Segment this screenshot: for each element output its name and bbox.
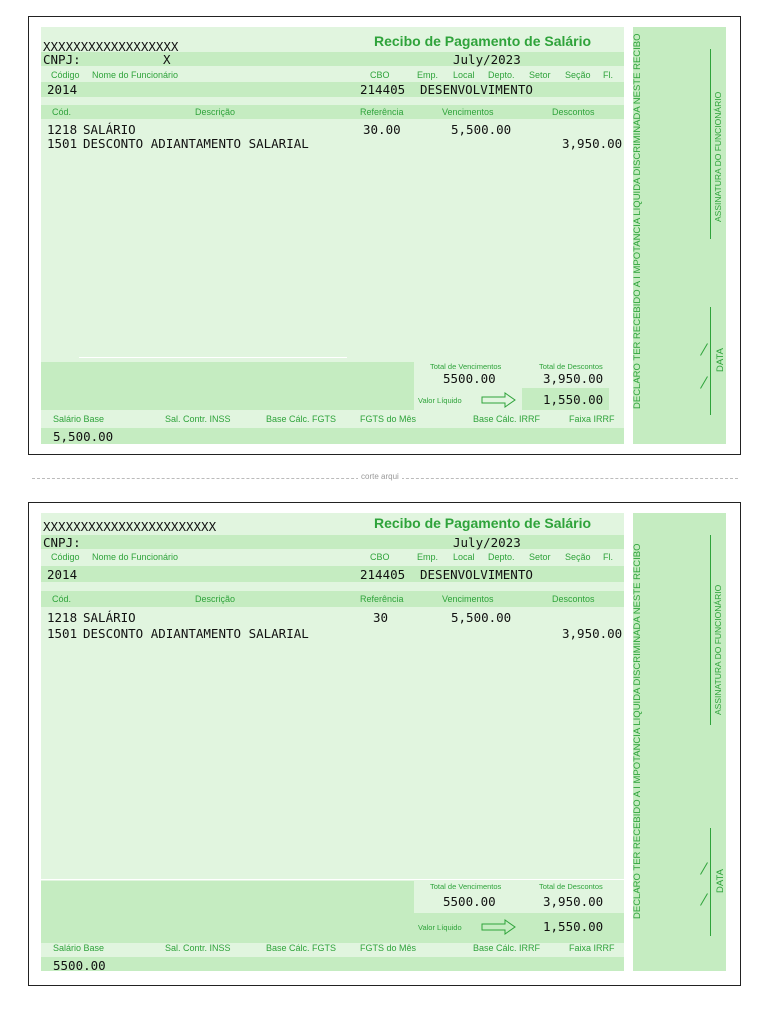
item-deductions: 3,950.00 [562,136,623,151]
fl-label: Fl. [603,552,613,562]
item-code: 1501 [47,626,78,641]
payslip-body [41,513,624,971]
net-value-label: Valor Líquido [418,923,462,932]
total-earnings: 5500.00 [443,371,496,386]
receipt-title: Recibo de Pagamento de Salário [374,515,592,531]
net-value: 1,550.00 [543,919,604,934]
date-label: DATA [715,348,726,372]
local-label: Local [453,552,475,562]
total-earnings: 5500.00 [443,894,496,909]
header-band [41,535,624,549]
base-salary-label: Salário Base [53,414,105,424]
company-name: XXXXXXXXXXXXXXXXXXXXXXX [43,519,217,534]
item-description: DESCONTO ADIANTAMENTO SALARIAL [83,626,309,641]
item-earnings: 5,500.00 [451,122,512,137]
declaration-text: DECLARO TER RECEBIDO A I MPOTANCIA LIQUIDA DISCRIMINADA NESTE RECIBO [632,543,643,919]
date-line [710,828,711,936]
setor-label: Setor [529,552,551,562]
declaration-text: DECLARO TER RECEBIDO A I MPOTANCIA LIQUIDA DISCRIMINADA NESTE RECIBO [632,33,643,409]
employee-band [41,566,624,582]
signature-label: ASSINATURA DO FUNCIONÁRIO [713,584,723,715]
total-deductions-label: Total de Descontos [539,882,603,891]
fgts-month-label: FGTS do Mês [360,414,417,424]
item-reference: 30 [373,610,389,625]
employee-band [41,82,624,97]
irrf-range-label: Faixa IRRF [569,414,615,424]
irrf-base-label: Base Cálc. IRRF [473,414,541,424]
vencimentos-header: Vencimentos [442,594,494,604]
divider [79,357,347,358]
period: July/2023 [453,535,521,550]
totals-left-panel [41,881,414,943]
fgts-month-label: FGTS do Mês [360,943,417,953]
total-earnings-label: Total de Vencimentos [430,882,502,891]
signature-line [710,49,711,239]
header-band [41,52,624,66]
payslip-body [41,27,624,444]
codigo-label: Código [51,552,80,562]
date-line [710,307,711,415]
descontos-header: Descontos [552,594,595,604]
base-salary-label: Salário Base [53,943,105,953]
company-name: XXXXXXXXXXXXXXXXXX [43,39,179,54]
receipt-title: Recibo de Pagamento de Salário [374,33,592,49]
employee-name-label: Nome do Funcionário [92,552,179,562]
cbo-label: CBO [370,552,390,562]
emp-label: Emp. [417,70,439,80]
totals-left-panel [41,362,414,410]
vencimentos-header: Vencimentos [442,107,494,117]
total-deductions: 3,950.00 [543,371,604,386]
codigo-label: Código [51,70,80,80]
signature-strip [633,513,726,971]
cod-header: Cód. [52,594,72,604]
items-header-band [41,591,624,607]
item-earnings: 5,500.00 [451,610,512,625]
referencia-header: Referência [360,594,404,604]
cbo-value: 214405 [360,567,406,582]
department: DESENVOLVIMENTO [420,82,533,97]
cnpj-value: X [163,52,171,67]
cod-header: Cód. [52,107,72,117]
total-deductions-label: Total de Descontos [539,362,603,371]
cnpj-label: CNPJ: [43,535,81,550]
item-description: SALÁRIO [83,610,136,625]
period: July/2023 [453,52,521,67]
item-code: 1218 [47,122,78,137]
fl-label: Fl. [603,70,613,80]
payslip-receipt [28,16,741,455]
descricao-header: Descrição [195,107,236,117]
emp-label: Emp. [417,552,439,562]
employee-code: 2014 [47,567,78,582]
base-salary: 5,500.00 [53,429,114,444]
depto-label: Depto. [488,70,515,80]
item-deductions: 3,950.00 [562,626,623,641]
cbo-label: CBO [370,70,390,80]
item-description: SALÁRIO [83,122,136,137]
date-label: DATA [715,869,726,893]
secao-label: Seção [565,552,591,562]
signature-label: ASSINATURA DO FUNCIONÁRIO [713,91,723,222]
date-slash [700,376,708,389]
items-header-band [41,105,624,119]
cnpj-label: CNPJ: [43,52,81,67]
base-salary: 5500.00 [53,958,106,973]
inss-label: Sal. Contr. INSS [165,414,231,424]
descricao-header: Descrição [195,594,236,604]
arrow-right-icon [481,392,517,408]
bases-band [41,957,624,971]
date-slash [700,862,708,875]
date-slash [700,893,708,906]
department: DESENVOLVIMENTO [420,567,533,582]
irrf-range-label: Faixa IRRF [569,943,615,953]
cbo-value: 214405 [360,82,406,97]
net-value: 1,550.00 [543,392,604,407]
item-code: 1218 [47,610,78,625]
signature-strip [633,27,726,444]
net-value-label: Valor Líquido [418,396,462,405]
bases-band [41,428,624,444]
fgts-base-label: Base Cálc. FGTS [266,943,337,953]
employee-code: 2014 [47,82,78,97]
fgts-base-label: Base Cálc. FGTS [266,414,337,424]
referencia-header: Referência [360,107,404,117]
payslip-receipt [28,502,741,986]
irrf-base-label: Base Cálc. IRRF [473,943,541,953]
arrow-right-icon [481,919,517,935]
item-code: 1501 [47,136,78,151]
employee-name-label: Nome do Funcionário [92,70,179,80]
inss-label: Sal. Contr. INSS [165,943,231,953]
total-earnings-label: Total de Vencimentos [430,362,502,371]
item-reference: 30.00 [363,122,401,137]
total-deductions: 3,950.00 [543,894,604,909]
setor-label: Setor [529,70,551,80]
local-label: Local [453,70,475,80]
descontos-header: Descontos [552,107,595,117]
divider [41,879,624,880]
depto-label: Depto. [488,552,515,562]
signature-line [710,535,711,725]
secao-label: Seção [565,70,591,80]
date-slash [700,343,708,356]
cut-label: corte arqui [358,472,402,481]
item-description: DESCONTO ADIANTAMENTO SALARIAL [83,136,309,151]
